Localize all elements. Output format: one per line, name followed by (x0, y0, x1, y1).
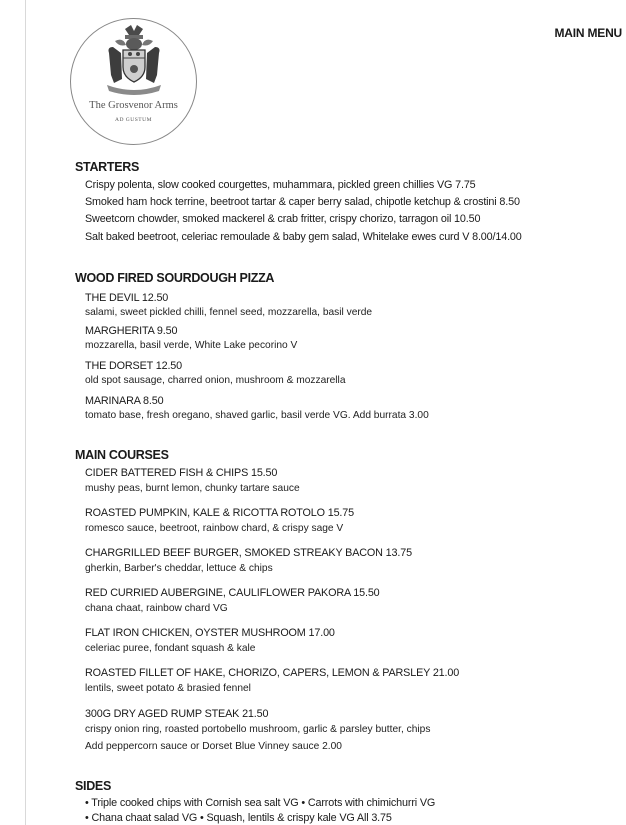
pizza-description: old spot sausage, charred onion, mushroom & mozzarella (85, 375, 346, 386)
main-course-name: CIDER BATTERED FISH & CHIPS 15.50 (85, 467, 278, 479)
main-course-description: romesco sauce, beetroot, rainbow chard, & crispy sage V (85, 523, 344, 534)
section-heading-starters: STARTERS (75, 160, 140, 174)
main-course-description: lentils, sweet potato & brasied fennel (85, 683, 251, 694)
main-course-name: RED CURRIED AUBERGINE, CAULIFLOWER PAKORA 15.50 (85, 587, 380, 599)
menu-title: MAIN MENU (554, 26, 622, 40)
main-course-description: mushy peas, burnt lemon, chunky tartare sauce (85, 483, 300, 494)
coat-of-arms-icon (101, 23, 167, 99)
main-course-name: ROASTED FILLET OF HAKE, CHORIZO, CAPERS, LEMON & PARSLEY 21.00 (85, 667, 460, 679)
main-course-description: celeriac puree, fondant squash & kale (85, 643, 256, 654)
sides-line: • Triple cooked chips with Cornish sea salt VG • Carrots with chimichurri VG (85, 797, 436, 809)
sides-line: • Chana chaat salad VG • Squash, lentils & crispy kale VG All 3.75 (85, 812, 392, 824)
section-heading-pizza: WOOD FIRED SOURDOUGH PIZZA (75, 271, 275, 285)
main-course-description: crispy onion ring, roasted portobello mushroom, garlic & parsley butter, chips (85, 724, 431, 735)
pizza-name: MARINARA 8.50 (85, 395, 164, 407)
starter-item: Sweetcorn chowder, smoked mackerel & crab fritter, crispy chorizo, tarragon oil 10.50 (85, 213, 481, 225)
logo-motto: AD GUSTUM (114, 117, 153, 123)
page-margin-rule (25, 0, 26, 825)
starter-item: Smoked ham hock terrine, beetroot tartar & caper berry salad, chipotle ketchup & crostini 8.50 (85, 196, 520, 208)
starter-item: Crispy polenta, slow cooked courgettes, muhammara, pickled green chillies VG 7.75 (85, 179, 476, 191)
section-heading-mains: MAIN COURSES (75, 448, 169, 462)
main-course-description: chana chaat, rainbow chard VG (85, 603, 228, 614)
pizza-name: THE DORSET 12.50 (85, 360, 183, 372)
main-course-name: FLAT IRON CHICKEN, OYSTER MUSHROOM 17.00 (85, 627, 335, 639)
main-course-description: gherkin, Barber's cheddar, lettuce & chips (85, 563, 273, 574)
pizza-name: MARGHERITA 9.50 (85, 325, 178, 337)
pizza-description: tomato base, fresh oregano, shaved garlic, basil verde VG. Add burrata 3.00 (85, 410, 429, 421)
section-heading-sides: SIDES (75, 779, 112, 793)
main-course-name: CHARGRILLED BEEF BURGER, SMOKED STREAKY BACON 13.75 (85, 547, 412, 559)
main-course-name: ROASTED PUMPKIN, KALE & RICOTTA ROTOLO 15.75 (85, 507, 354, 519)
logo-brand-name: The Grosvenor Arms (89, 100, 178, 111)
main-course-name: 300G DRY AGED RUMP STEAK 21.50 (85, 708, 269, 720)
starter-item: Salt baked beetroot, celeriac remoulade & baby gem salad, Whitelake ewes curd V 8.00/14.00 (85, 231, 522, 243)
pizza-description: mozzarella, basil verde, White Lake pecorino V (85, 340, 298, 351)
pizza-description: salami, sweet pickled chilli, fennel seed, mozzarella, basil verde (85, 307, 373, 318)
main-course-addon: Add peppercorn sauce or Dorset Blue Vinney sauce 2.00 (85, 741, 342, 752)
pizza-name: THE DEVIL 12.50 (85, 292, 169, 304)
restaurant-logo (70, 18, 197, 145)
